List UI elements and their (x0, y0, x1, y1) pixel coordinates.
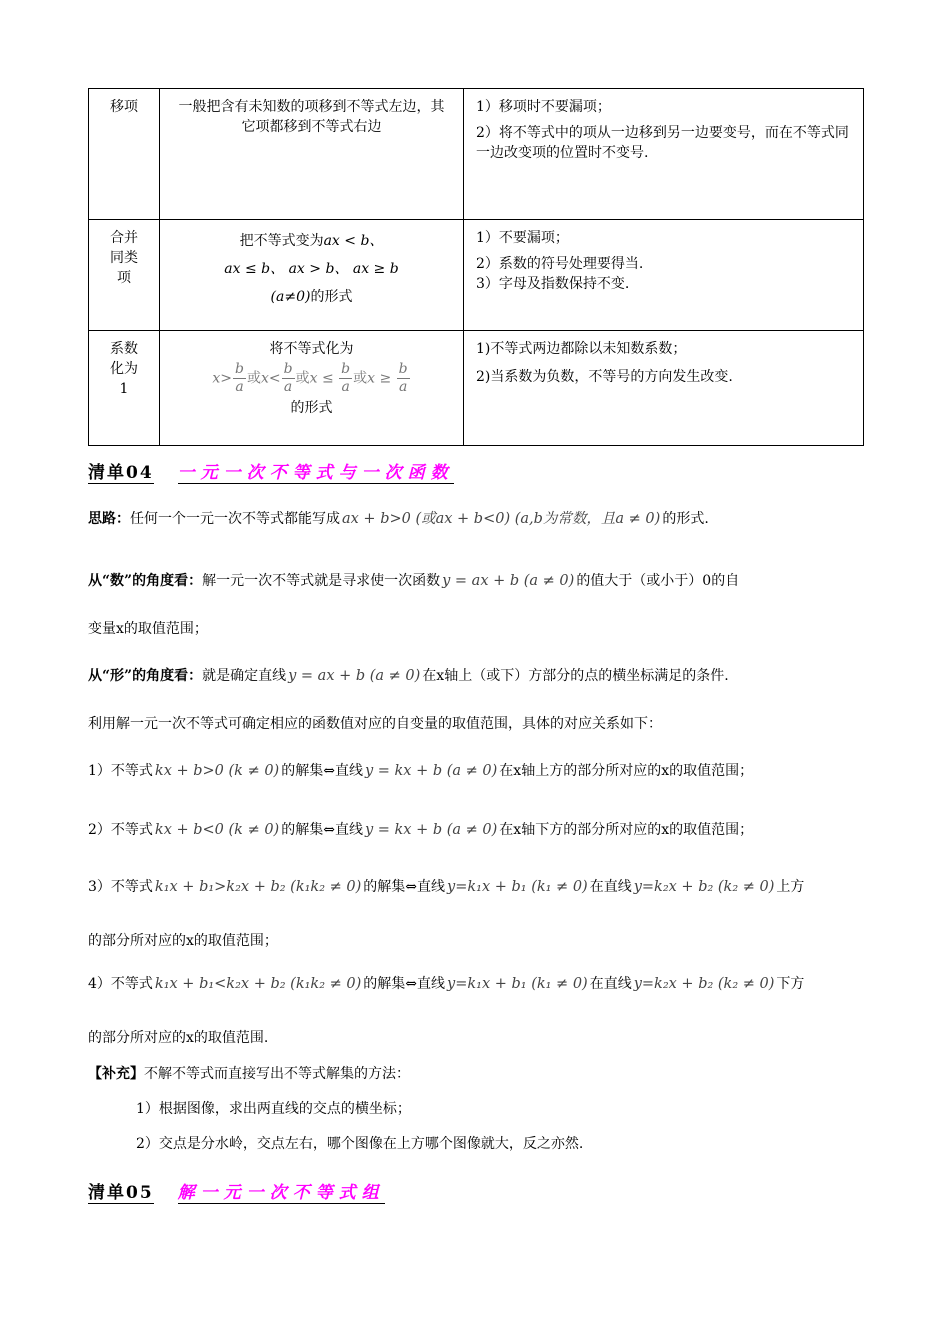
steps-table (88, 88, 864, 446)
numerator: b (235, 361, 244, 377)
text: 在直线 (589, 879, 632, 895)
text: 3）不等式 (88, 879, 153, 895)
table-row (89, 331, 864, 446)
table-row (89, 220, 864, 331)
note-line: 1)不等式两边都除以未知数系数； (476, 341, 687, 357)
step-notes (464, 220, 864, 331)
formula: k₁x + b₁<k₂x + b₂ (k₁k₂ ≠ 0) (154, 976, 362, 992)
table-row (89, 89, 864, 220)
section-heading (88, 458, 454, 483)
steps-table-wrap (88, 88, 864, 446)
var-x: x (309, 370, 318, 387)
or-text: 或 (246, 370, 261, 387)
var-x: x (260, 370, 269, 387)
formula: y = ax + b (a ≠ 0) (288, 668, 421, 684)
step-name: 移项 (89, 89, 160, 220)
list-item (88, 876, 864, 898)
formula: y=k₂x + b₂ (k₂ ≠ 0) (633, 976, 775, 992)
formula: y=k₁x + b₁ (k₁ ≠ 0) (447, 976, 588, 992)
step-notes (464, 89, 864, 220)
formula: kx + b<0 (k ≠ 0) (154, 822, 280, 838)
list-item-cont: 的部分所对应的x的取值范围. (88, 1030, 269, 1046)
method-prefix: 把不等式变为 (239, 233, 324, 249)
paragraph-intro: 利用解一元一次不等式可确定相应的函数值对应的自变量的取值范围，具体的对应关系如下： (88, 716, 662, 732)
or-text: 或 (295, 370, 310, 387)
step-notes (464, 331, 864, 446)
paragraph-supplement (88, 1063, 864, 1085)
section-label: 清单04 (88, 463, 154, 483)
op: > (220, 370, 233, 387)
list-item (88, 760, 864, 782)
formula: y=k₂x + b₂ (k₂ ≠ 0) (633, 879, 775, 895)
paragraph-number-view (88, 570, 864, 592)
text: 1）不等式 (88, 763, 153, 779)
text: 在直线 (589, 976, 632, 992)
numerator: b (283, 361, 293, 377)
note-line: 1）不要漏项； (476, 230, 569, 246)
formula: k₁x + b₁>k₂x + b₂ (k₁k₂ ≠ 0) (154, 879, 362, 895)
fraction (282, 361, 295, 396)
op: ≥ (379, 370, 392, 387)
or-text: 或 (353, 370, 368, 387)
section-label: 清单05 (88, 1183, 154, 1203)
text: 在x轴上（或下）方部分的点的横坐标满足的条件. (422, 668, 729, 684)
section-title: 解一元一次不等式组 (177, 1183, 385, 1203)
text: 的解集⇔直线 (363, 976, 445, 992)
text: 上方 (776, 879, 805, 895)
note-line: 3）字母及指数保持不变. (476, 276, 630, 292)
fraction (233, 361, 246, 396)
section-heading (88, 1178, 385, 1203)
text: 的解集⇔直线 (281, 763, 363, 779)
step-name (89, 220, 160, 331)
op: ≤ (321, 370, 334, 387)
formula: y = ax + b (a ≠ 0) (442, 573, 575, 589)
var-x: x (367, 370, 376, 387)
note-line: 2）系数的符号处理要得当. (476, 256, 644, 272)
method-suffix: 的形式 (290, 400, 333, 416)
paragraph-shape-view (88, 665, 864, 687)
list-item-cont: 的部分所对应的x的取值范围； (88, 933, 278, 949)
denominator: a (235, 379, 244, 395)
method-suffix: 的形式 (310, 289, 353, 305)
note-line: 2）将不等式中的项从一边移到另一边要变号，而在不等式同一边改变项的位置时不变号. (476, 125, 849, 161)
var-x: x (212, 370, 221, 387)
section-title: 一元一次不等式与一次函数 (177, 463, 454, 483)
formula: ax < b、 (323, 233, 384, 249)
paragraph-number-view-cont: 变量x的取值范围； (88, 621, 208, 637)
denominator: a (398, 379, 408, 395)
paragraph-idea (88, 508, 864, 530)
method-line (174, 287, 449, 307)
method-line (174, 231, 449, 251)
method-prefix: 将不等式化为 (269, 341, 354, 357)
formula: y = kx + b (a ≠ 0) (364, 763, 498, 779)
step-name-text: 系数化为1 (110, 341, 138, 397)
text: 4）不等式 (88, 976, 153, 992)
text: 在x轴上方的部分所对应的x的取值范围； (499, 763, 754, 779)
text: 下方 (776, 976, 805, 992)
formula (174, 361, 449, 396)
text: 在x轴下方的部分所对应的x的取值范围； (499, 822, 754, 838)
text: 的解集⇔直线 (281, 822, 363, 838)
numerator: b (341, 361, 351, 377)
text: 任何一个一元一次不等式都能写成 (130, 511, 340, 527)
fraction (397, 361, 410, 396)
text: 2）不等式 (88, 822, 153, 838)
list-item: 1）根据图像，求出两直线的交点的横坐标； (136, 1101, 411, 1117)
label: 从“形”的角度看： (88, 668, 203, 684)
text: 的值大于（或小于）0的自 (576, 573, 740, 589)
list-item (88, 973, 864, 995)
step-name (89, 331, 160, 446)
denominator: a (283, 379, 293, 395)
text: 解一元一次不等式就是寻求使一次函数 (202, 573, 441, 589)
step-name-text: 合并同类项 (110, 230, 138, 286)
op: < (268, 370, 281, 387)
step-method: 一般把含有未知数的项移到不等式左边，其它项都移到不等式右边 (160, 89, 464, 220)
fraction (339, 361, 352, 396)
list-item (88, 819, 864, 841)
step-method (160, 331, 464, 446)
label: 【补充】 (88, 1066, 144, 1082)
label: 思路： (88, 511, 130, 527)
numerator: b (398, 361, 408, 377)
formula: ax + b>0 (或ax + b<0) (a,b为常数，且a ≠ 0) (342, 511, 661, 527)
formula: y=k₁x + b₁ (k₁ ≠ 0) (447, 879, 588, 895)
text: 的解集⇔直线 (363, 879, 445, 895)
note-line: 2)当系数为负数，不等号的方向发生改变. (476, 369, 733, 385)
text: 不解不等式而直接写出不等式解集的方法： (144, 1066, 410, 1082)
list-item: 2）交点是分水岭，交点左右，哪个图像在上方哪个图像就大，反之亦然. (136, 1136, 584, 1152)
formula: y = kx + b (a ≠ 0) (364, 822, 498, 838)
denominator: a (341, 379, 350, 395)
formula: ax ≤ b、 ax > b、 ax ≥ b (224, 261, 399, 277)
text: 的形式. (662, 511, 709, 527)
text: 就是确定直线 (202, 668, 287, 684)
formula: kx + b>0 (k ≠ 0) (154, 763, 280, 779)
label: 从“数”的角度看： (88, 573, 203, 589)
step-method (160, 220, 464, 331)
formula: (a≠0) (270, 289, 311, 305)
note-line: 1）移项时不要漏项； (476, 99, 611, 115)
